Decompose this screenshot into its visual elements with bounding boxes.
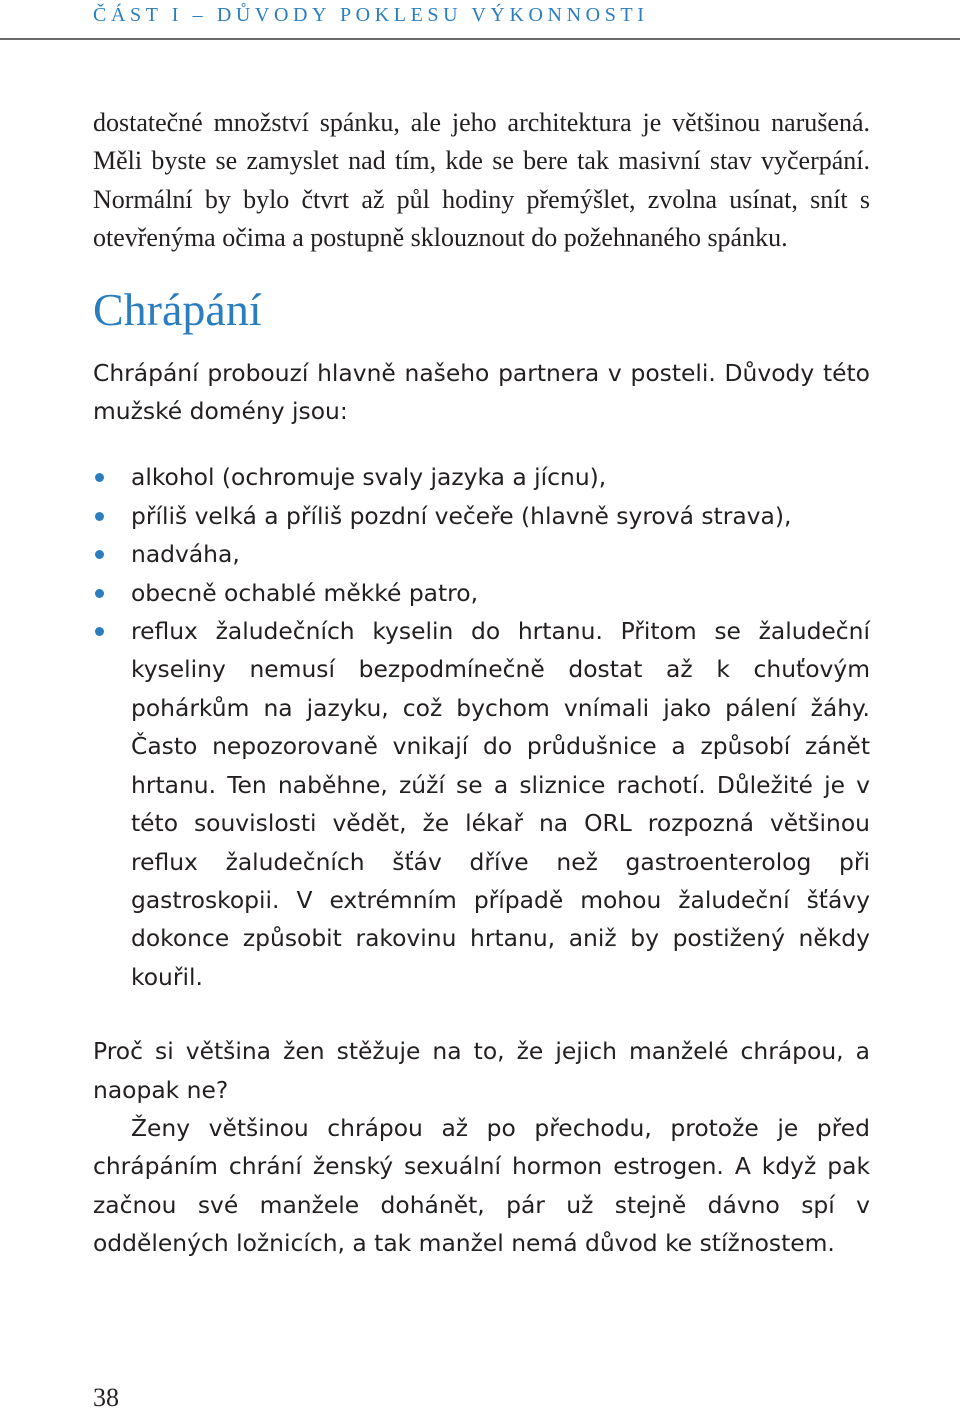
list-item xyxy=(93,535,870,573)
bullet-icon xyxy=(95,473,104,482)
list-item-text: reflux žaludečních kyselin do hrtanu. Přitom se žaludeční kyseliny nemusí bezpodmínečně dostat až k chuťovým pohárkům na jazyku, což bychom vnímali jako pálení žáhy. Často nepozorovaně vnikají do průdušnice a způsobí zánět hrtanu. Ten naběhne, zúží se a sliznice rachotí. Důležité je v této souvislosti vědět, že lékař na ORL rozpozná většinou reflux žaludečních šťáv dříve než gastroenterolog při gastroskopii. V extrémním případě mohou žaludeční šťávy dokonce způsobit rakovinu hrtanu, aniž by postižený někdy kouřil. xyxy=(131,617,870,991)
question-paragraph: Proč si většina žen stěžuje na to, že jejich manželé chrápou, a naopak ne? xyxy=(93,1037,870,1104)
bullet-icon xyxy=(95,512,104,521)
list-item xyxy=(93,612,870,996)
list-item-text: nadváha, xyxy=(131,540,240,569)
section-intro-paragraph: Chrápání probouzí hlavně našeho partnera v posteli. Důvody této mužské domény jsou: xyxy=(93,358,870,426)
bullet-icon xyxy=(95,589,104,598)
list-item xyxy=(93,497,870,535)
list-item-text: příliš velká a příliš pozdní večeře (hlavně syrová strava), xyxy=(131,501,792,530)
list-item-text: alkohol (ochromuje svaly jazyka a jícnu), xyxy=(131,463,607,492)
page-content xyxy=(93,104,870,1263)
causes-list xyxy=(93,458,870,996)
list-item xyxy=(93,458,870,496)
list-item-text: obecně ochablé měkké patro, xyxy=(131,578,479,607)
bullet-icon xyxy=(95,550,104,559)
intro-paragraph: dostatečné množství spánku, ale jeho architektura je většinou narušená. Měli byste se zamyslet nad tím, kde se bere tak masivní stav vyčerpání. Normální by bylo čtvrt až půl hodiny přemýšlet, zvolna usínat, snít s otevřenýma očima a postupně sklouznout do požehnaného spánku. xyxy=(93,108,870,253)
page-number: 38 xyxy=(93,1383,119,1412)
answer-paragraph: Ženy většinou chrápou až po přechodu, protože je před chrápáním chrání ženský sexuální hormon estrogen. A když pak začnou své manžele dohánět, pár už stejně dávno spí v oddělených ložnicích, a tak manžel nemá důvod ke stížnostem. xyxy=(93,1113,870,1258)
section-heading: Chrápání xyxy=(93,283,262,335)
running-header: ČÁST I – DŮVODY POKLESU VÝKONNOSTI xyxy=(93,4,649,26)
header-divider xyxy=(0,38,960,40)
list-item xyxy=(93,574,870,612)
bullet-icon xyxy=(95,627,104,636)
